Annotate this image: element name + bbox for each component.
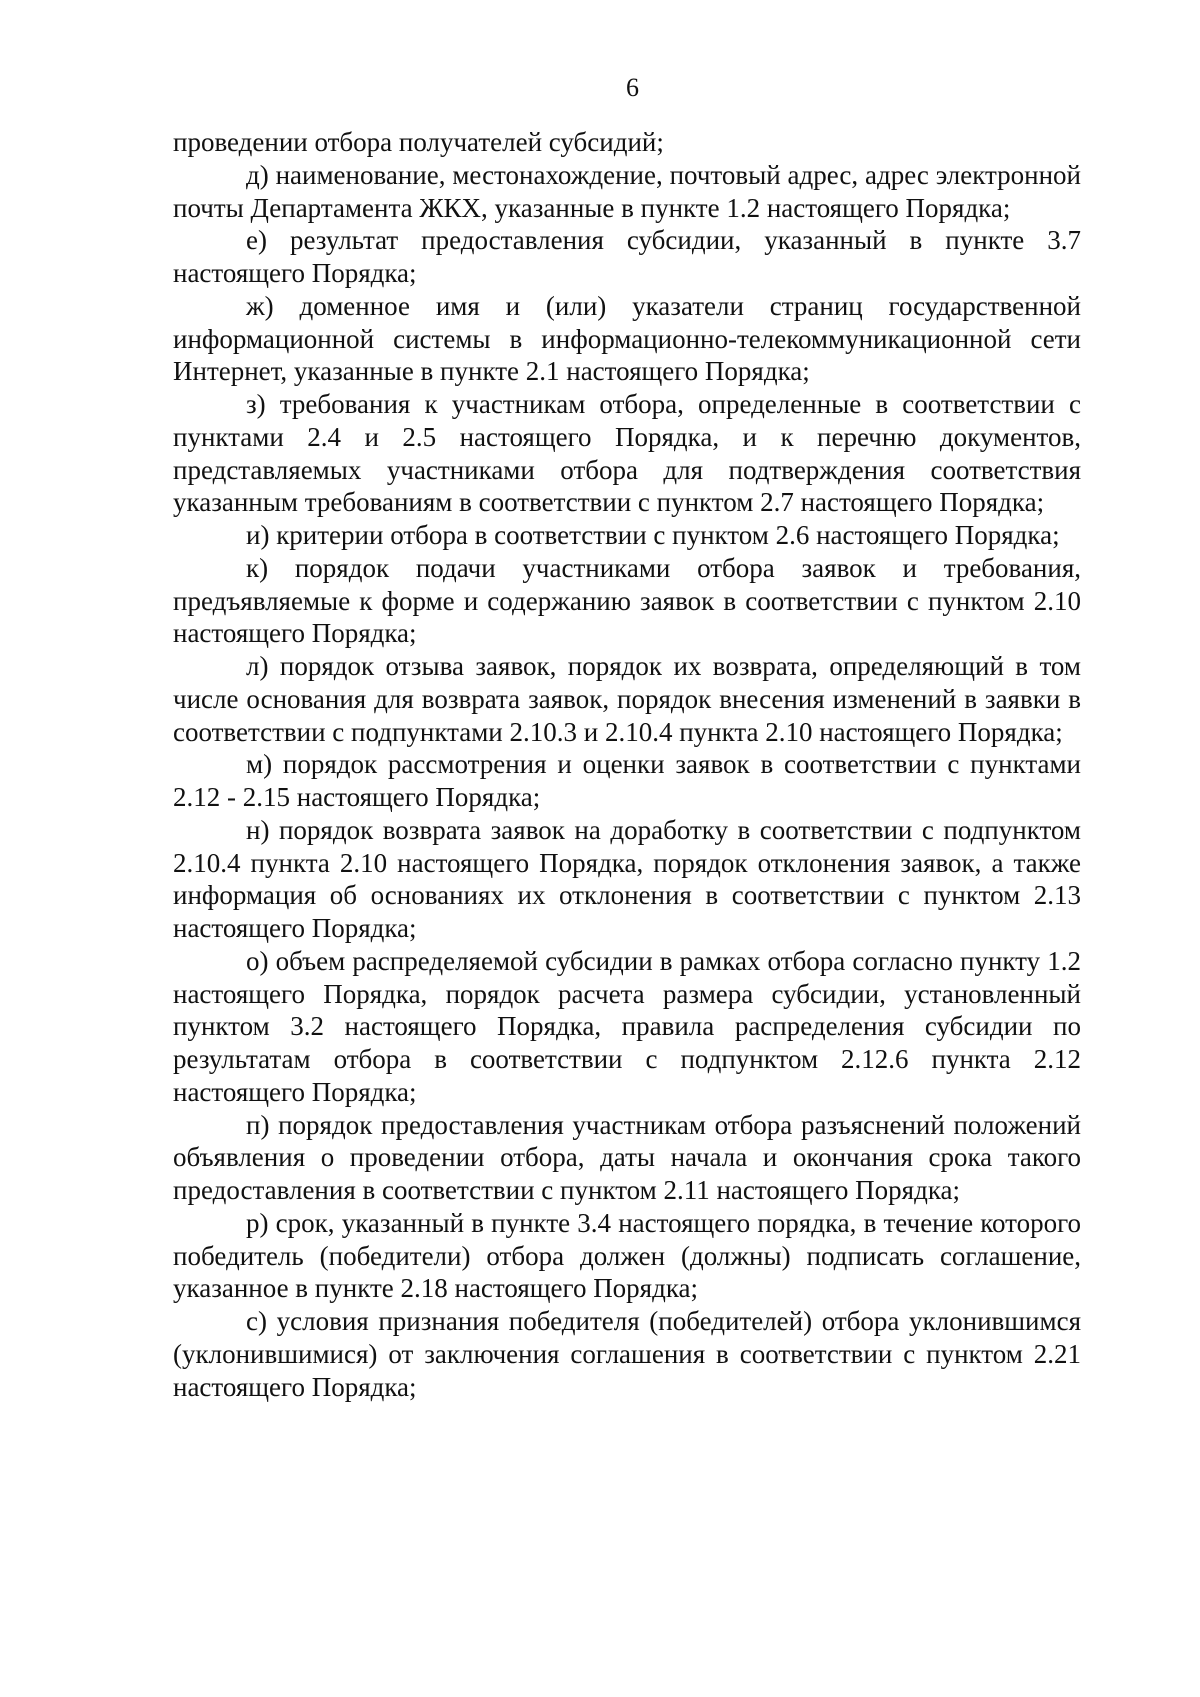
paragraph-item-zh: ж) доменное имя и (или) указатели страниц государственной информационной системы в информационно-телекоммуникационной сети Интернет, указанные в пункте 2.1 настоящего Порядка;: [173, 290, 1081, 387]
paragraph-item-l: л) порядок отзыва заявок, порядок их возврата, определяющий в том числе основания для возврата заявок, порядок внесения изменений в заявки в соответствии с подпунктами 2.10.3 и 2.10.4 пункта 2.10 настоящего Порядка;: [173, 651, 1081, 747]
paragraph-item-m: м) порядок рассмотрения и оценки заявок в соответствии с пунктами 2.12 - 2.15 настоящего Порядка;: [173, 749, 1081, 812]
paragraph-item-o: о) объем распределяемой субсидии в рамках отбора согласно пункту 1.2 настоящего Порядка, порядок расчета размера субсидии, установленный пунктом 3.2 настоящего Порядка, правила распределения субсидии по результатам отбора в соответствии с подпунктом 2.12.6 пункта 2.12 настоящего Порядка;: [173, 945, 1081, 1107]
document-body: [173, 126, 1081, 1403]
paragraph-item-d: д) наименование, местонахождение, почтовый адрес, адрес электронной почты Департамента ЖКХ, указанные в пункте 1.2 настоящего Порядка;: [173, 159, 1081, 223]
paragraph-item-z: з) требования к участникам отбора, определенные в соответствии с пунктами 2.4 и 2.5 настоящего Порядка, и к перечню документов, представляемых участниками отбора для подтверждения соответствия указанным требованиям в соответствии с пунктом 2.7 настоящего Порядка;: [173, 389, 1081, 518]
paragraph-continuation: проведении отбора получателей субсидий;: [173, 127, 664, 157]
paragraph-item-e: е) результат предоставления субсидии, указанный в пункте 3.7 настоящего Порядка;: [173, 225, 1081, 288]
paragraph-item-p: п) порядок предоставления участникам отбора разъяснений положений объявления о проведении отбора, даты начала и окончания срока такого предоставления в соответствии с пунктом 2.11 настоящего Порядка;: [173, 1109, 1081, 1205]
paragraph-item-s: с) условия признания победителя (победителей) отбора уклонившимся (уклонившимися) от заключения соглашения в соответствии с пунктом 2.21 настоящего Порядка;: [173, 1306, 1081, 1402]
paragraph-item-k: к) порядок подачи участниками отбора заявок и требования, предъявляемые к форме и содержанию заявок в соответствии с пунктом 2.10 настоящего Порядка;: [173, 552, 1081, 649]
paragraph-item-n: н) порядок возврата заявок на доработку в соответствии с подпунктом 2.10.4 пункта 2.10 настоящего Порядка, порядок отклонения заявок, а также информация об основаниях их отклонения в соответствии с пунктом 2.13 настоящего Порядка;: [173, 814, 1081, 943]
paragraph-item-r: р) срок, указанный в пункте 3.4 настоящего порядка, в течение которого победитель (победители) отбора должен (должны) подписать соглашение, указанное в пункте 2.18 настоящего Порядка;: [173, 1207, 1081, 1304]
paragraph-item-i: и) критерии отбора в соответствии с пунктом 2.6 настоящего Порядка;: [246, 520, 1060, 550]
page-number: 6: [626, 73, 639, 102]
